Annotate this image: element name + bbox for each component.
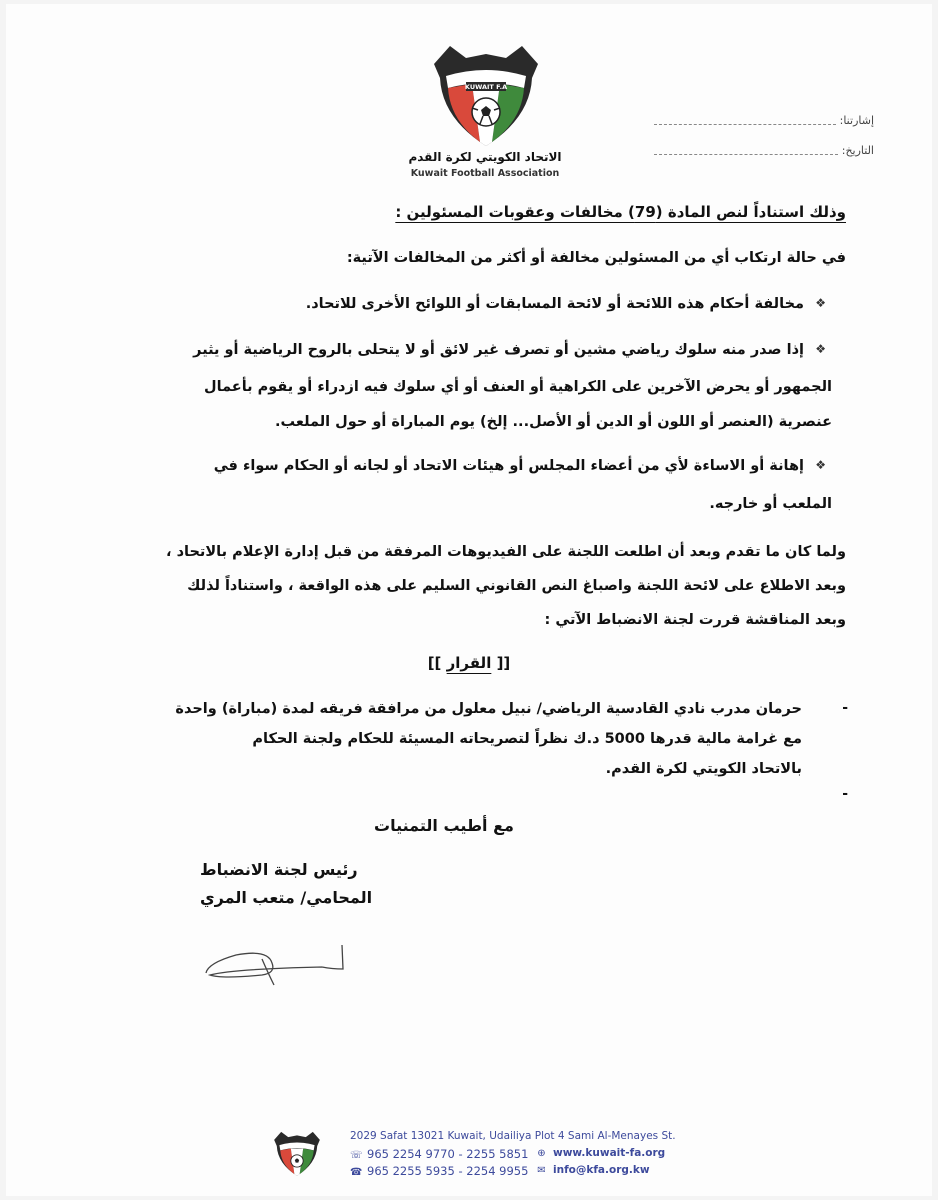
intro-text: في حالة ارتكاب أي من المسئولين مخالفة أو أكثر من المخالفات الآتية: [346,250,846,266]
bullet-2-line-2: الجمهور أو يحرض الآخرين على الكراهية أو العنف أو أي سلوك فيه ازدراء أو يقوم بأعمال [204,379,832,395]
decision-bracket-open: [[ [496,654,511,672]
closing-greeting: مع أطيب التمنيات [374,816,514,835]
decision-line-2: مع غرامة مالية قدرها 5000 د.ك نظراً لتصريحاته المسيئة للحكام ولجنة الحكام [252,731,802,747]
fax-icon: ☎ [350,1167,363,1178]
email-link[interactable]: info@kfa.org.kw [553,1164,650,1176]
phone-icon: ☏ [350,1150,363,1161]
date-blank [654,154,838,155]
bullet-2-line-3: عنصرية (العنصر أو اللون أو الدين أو الأصل... إلخ) يوم المباراة أو حول الملعب. [275,414,832,430]
bullet-1-line-1: مخالفة أحكام هذه اللائحة أو لائحة المسابقات أو اللوائح الأخرى للاتحاد. [305,296,804,312]
footer-phone [350,1147,528,1161]
org-name-english: Kuwait Football Association [410,168,560,179]
footer-logo-icon [268,1124,326,1182]
footer-email[interactable] [536,1164,650,1176]
article-heading: وذلك استناداً لنص المادة (79) مخالفات وعقوبات المسئولين : [395,203,846,221]
reference-label: إشارتنا: [839,114,874,127]
signatory-title: رئيس لجنة الانضباط [200,860,358,879]
signatory-name: المحامي/ متعب المري [200,888,373,907]
decision-title-text: القرار [446,654,492,672]
footer-address: 2029 Safat 13021 Kuwait, Udailiya Plot 4 Sami Al-Menayes St. [350,1130,676,1142]
phone-numbers: 965 2254 9770 - 2255 5851 [367,1147,529,1161]
signature-icon [202,939,362,989]
fax-numbers: 965 2255 5935 - 2254 9955 [367,1164,529,1178]
kfa-logo-icon [420,38,552,150]
globe-icon: ⊕ [537,1148,546,1159]
paragraph-line-3: وبعد المناقشة قررت لجنة الانضباط الآتي : [544,612,846,628]
bullet-3-line-2: الملعب أو خارجه. [709,496,832,512]
decision-title [6,654,932,672]
decision-line-3: بالاتحاد الكويتي لكرة القدم. [605,761,802,777]
reference-field [654,114,874,127]
date-field [654,144,874,157]
decision-line-1: حرمان مدرب نادي القادسية الرياضي/ نبيل معلول من مرافقة فريقه لمدة (مباراة) واحدة [175,701,802,717]
bullet-icon: ❖ [815,296,826,310]
mail-icon: ✉ [537,1165,546,1176]
decision-dash: - [842,700,848,716]
logo-text: KUWAIT F.A [464,83,508,91]
trailing-dash: - [842,786,848,802]
footer-website[interactable] [536,1147,665,1159]
paragraph-line-1: ولما كان ما تقدم وبعد أن اطلعت اللجنة على الفيديوهات المرفقة من قبل إدارة الإعلام بالاتحاد ، [166,544,846,560]
decision-bracket-close: ]] [427,654,442,672]
bullet-2-line-1: إذا صدر منه سلوك رياضي مشين أو تصرف غير لائق أو لا يتحلى بالروح الرياضية أو يثير [193,342,804,358]
date-label: التاريخ: [841,144,874,157]
bullet-3-line-1: إهانة أو الاساءة لأي من أعضاء المجلس أو هيئات الاتحاد أو لجانه أو الحكام سواء في [213,458,804,474]
bullet-icon: ❖ [815,458,826,472]
reference-blank [654,124,836,125]
footer-fax [350,1164,528,1178]
bullet-icon: ❖ [815,342,826,356]
paragraph-line-2: وبعد الاطلاع على لائحة اللجنة واصباغ النص القانوني السليم على هذه الواقعة ، واستناداً لذلك [187,578,846,594]
org-name-arabic: الاتحاد الكويتي لكرة القدم [408,150,562,164]
website-link[interactable]: www.kuwait-fa.org [553,1147,666,1159]
document-page [6,4,932,1196]
